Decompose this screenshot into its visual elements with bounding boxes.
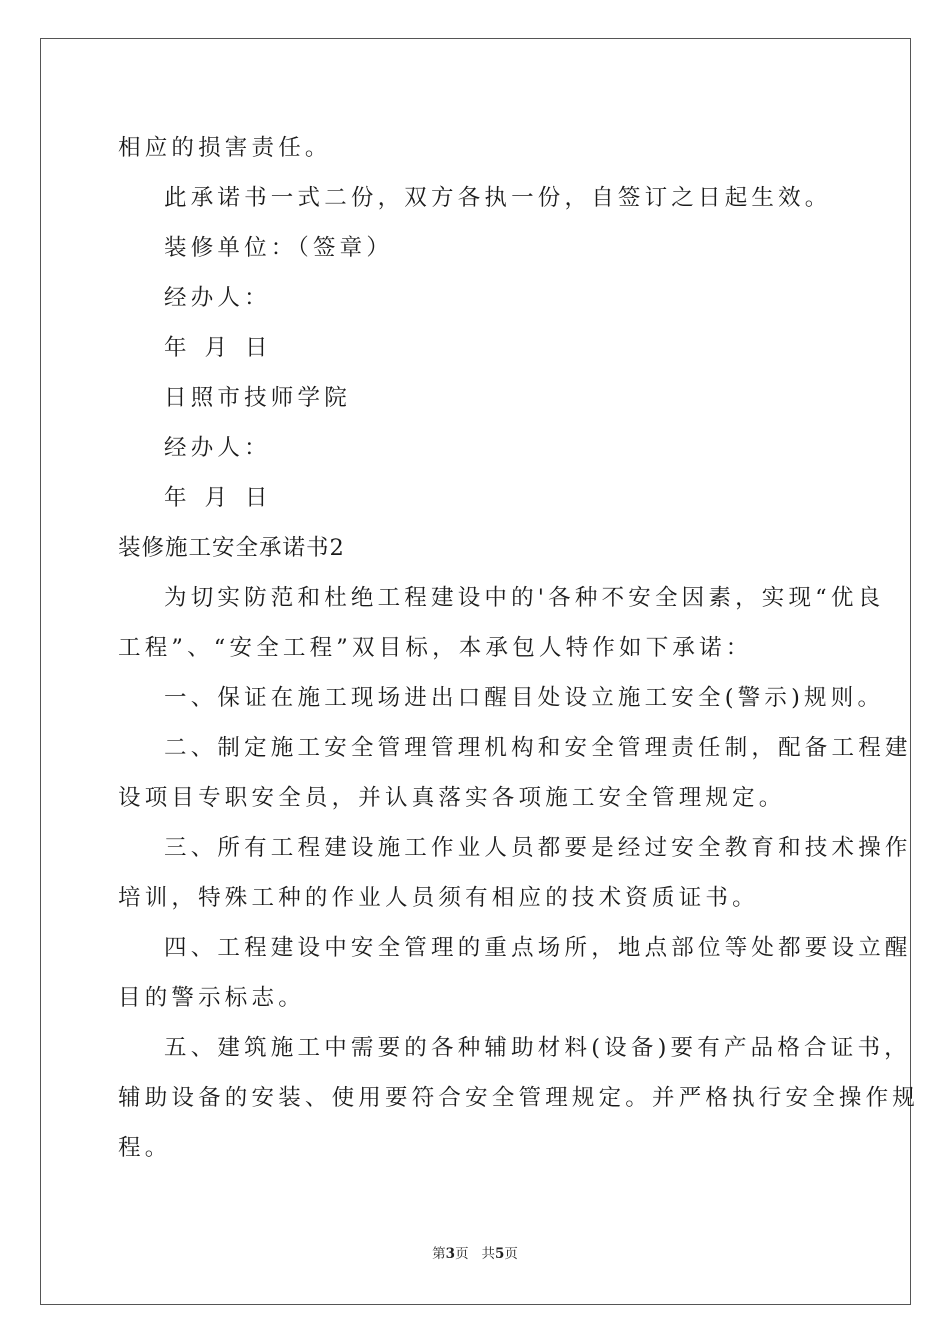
- date-year: 年: [164, 485, 187, 511]
- date-day: 日: [245, 335, 268, 361]
- date-day: 日: [245, 485, 268, 511]
- text-line: 经办人：: [164, 435, 271, 461]
- page-number: 3: [445, 1246, 456, 1262]
- page-footer: [0, 1245, 950, 1263]
- paragraph-line: 培训，特殊工种的作业人员须有相应的技术资质证书。: [118, 885, 759, 911]
- section-heading: 装修施工安全承诺书2: [118, 535, 345, 561]
- paragraph-line: 三、所有工程建设施工作业人员都要是经过安全教育和技术操作: [164, 835, 912, 861]
- text-line: 相应的损害责任。: [118, 135, 332, 161]
- date-line: [164, 333, 268, 363]
- total-prefix: 共: [481, 1246, 495, 1262]
- total-suffix: 页: [504, 1246, 518, 1262]
- page-prefix: 第: [432, 1246, 446, 1262]
- paragraph-line: 四、工程建设中安全管理的重点场所，地点部位等处都要设立醒: [164, 935, 912, 961]
- text-line: 日照市技师学院: [164, 385, 351, 411]
- page-suffix: 页: [455, 1246, 469, 1262]
- paragraph-line: 程。: [118, 1135, 172, 1161]
- paragraph-line: 目的警示标志。: [118, 985, 305, 1011]
- date-month: 月: [204, 335, 228, 361]
- paragraph-line: 辅助设备的安装、使用要符合安全管理规定。并严格执行安全操作规: [118, 1085, 920, 1111]
- text-line: 装修单位：（签章）: [164, 235, 394, 261]
- paragraph-line: 一、保证在施工现场进出口醒目处设立施工安全(警示)规则。: [164, 685, 885, 711]
- paragraph-line: 五、建筑施工中需要的各种辅助材料(设备)要有产品格合证书，: [164, 1035, 911, 1061]
- total-pages: 5: [494, 1246, 505, 1262]
- paragraph-line: 工程”、“安全工程”双目标，本承包人特作如下承诺：: [118, 635, 753, 661]
- date-year: 年: [164, 335, 187, 361]
- date-month: 月: [204, 485, 228, 511]
- page-border: [40, 38, 911, 1305]
- text-line: 此承诺书一式二份，双方各执一份，自签订之日起生效。: [164, 185, 832, 211]
- paragraph-line: 为切实防范和杜绝工程建设中的'各种不安全因素，实现“优良: [164, 585, 885, 611]
- text-line: 经办人：: [164, 285, 271, 311]
- paragraph-line: 设项目专职安全员，并认真落实各项施工安全管理规定。: [118, 785, 786, 811]
- paragraph-line: 二、制定施工安全管理管理机构和安全管理责任制，配备工程建: [164, 735, 912, 761]
- date-line: [164, 483, 268, 513]
